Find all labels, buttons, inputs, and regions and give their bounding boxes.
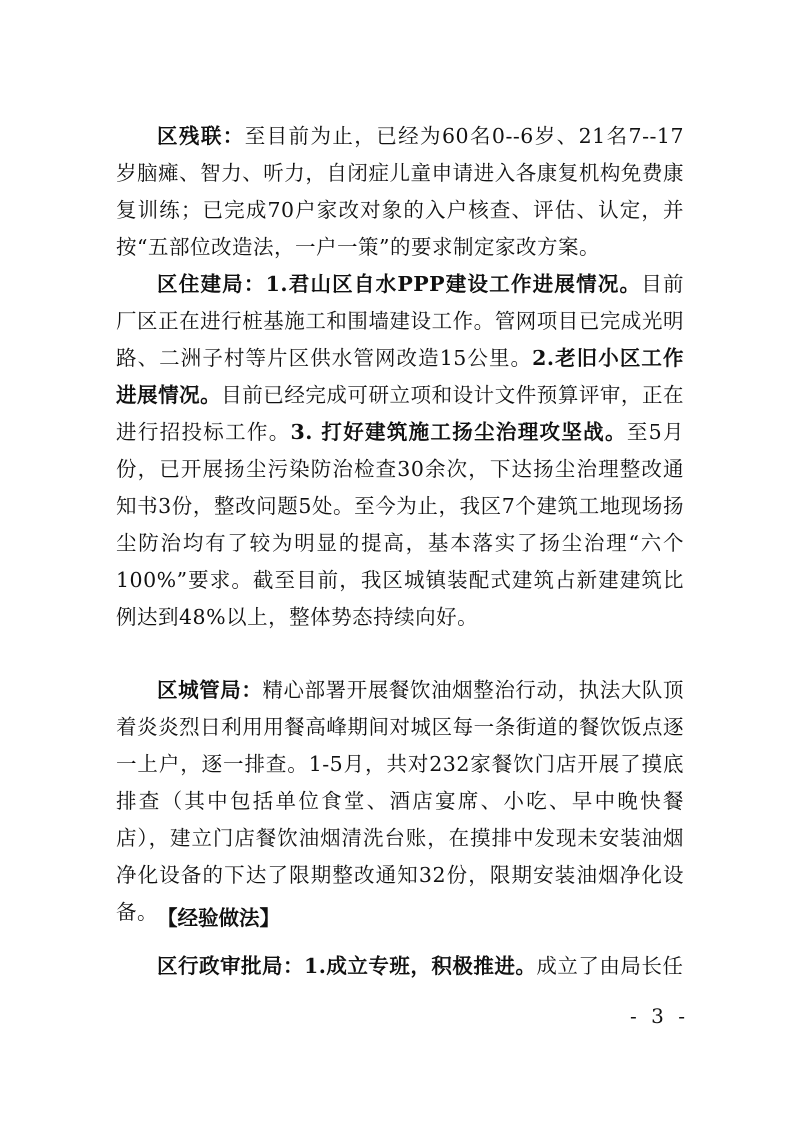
paragraph-lead: 区行政审批局： (157, 954, 304, 978)
page-number: - 3 - (630, 1004, 689, 1028)
paragraph-bold-text: 2.老旧小区工作进展情况。 (116, 346, 684, 407)
paragraph-text: 目前已经完成可研立项和设计文件预算评审，正在进行招投标工作。 (116, 383, 685, 444)
paragraph-admin-approval (116, 948, 684, 985)
paragraph-lead: 区城管局： (157, 678, 263, 702)
paragraph-text: 目前厂区正在进行桩基施工和围墙建设工作。管网项目已完成光明路、二洲子村等片区供水管网改造15公里。 (116, 272, 685, 370)
paragraph-lead: 区住建局： (157, 272, 266, 296)
paragraph-text: 至5月份，已开展扬尘污染防治检查30余次，下达扬尘治理整改通知书3份，整改问题5处。至今为止，我区7个建筑工地现场扬尘防治均有了较为明显的提高，基本落实了扬尘治理“六个100%”要求。截至目前，我区城镇装配式建筑占新建建筑比例达到48%以上，整体势态持续向好。 (116, 420, 684, 629)
paragraph-text: 精心部署开展餐饮油烟整治行动，执法大队顶着炎炎烈日利用用餐高峰期间对城区每一条街道的餐饮饭点逐一上户，逐一排查。1-5月，共对232家餐饮门店开展了摸底排查（其中包括单位食堂、酒店宴席、小吃、早中晚快餐店），建立门店餐饮油烟清洗台账，在摸排中发现未安装油烟净化设备的下达了限期整改通知32份，限期安装油烟净化设备。 (116, 678, 685, 924)
paragraph-housing-bureau (116, 266, 684, 636)
paragraph-bold-text: 1.成立专班，积极推进。 (304, 954, 537, 978)
paragraph-text: 至目前为止，已经为60名0--6岁、21名7--17岁脑瘫、智力、听力，自闭症儿童申请进入各康复机构免费康复训练；已完成70户家改对象的入户核查、评估、认定，并按“五部位改造法，一户一策”的要求制定家改方案。 (116, 124, 685, 259)
paragraph-bold-text: 3. 打好建筑施工扬尘治理攻坚战。 (290, 420, 627, 444)
paragraph-lead: 区残联： (157, 124, 245, 148)
paragraph-urban-management (116, 672, 684, 931)
paragraph-text: 成立了由局长任 (536, 954, 684, 978)
section-heading: 【经验做法】 (157, 906, 280, 930)
paragraph-disabled-federation (116, 118, 684, 266)
paragraph-bold-text: 1.君山区自水PPP建设工作进展情况。 (265, 272, 642, 296)
